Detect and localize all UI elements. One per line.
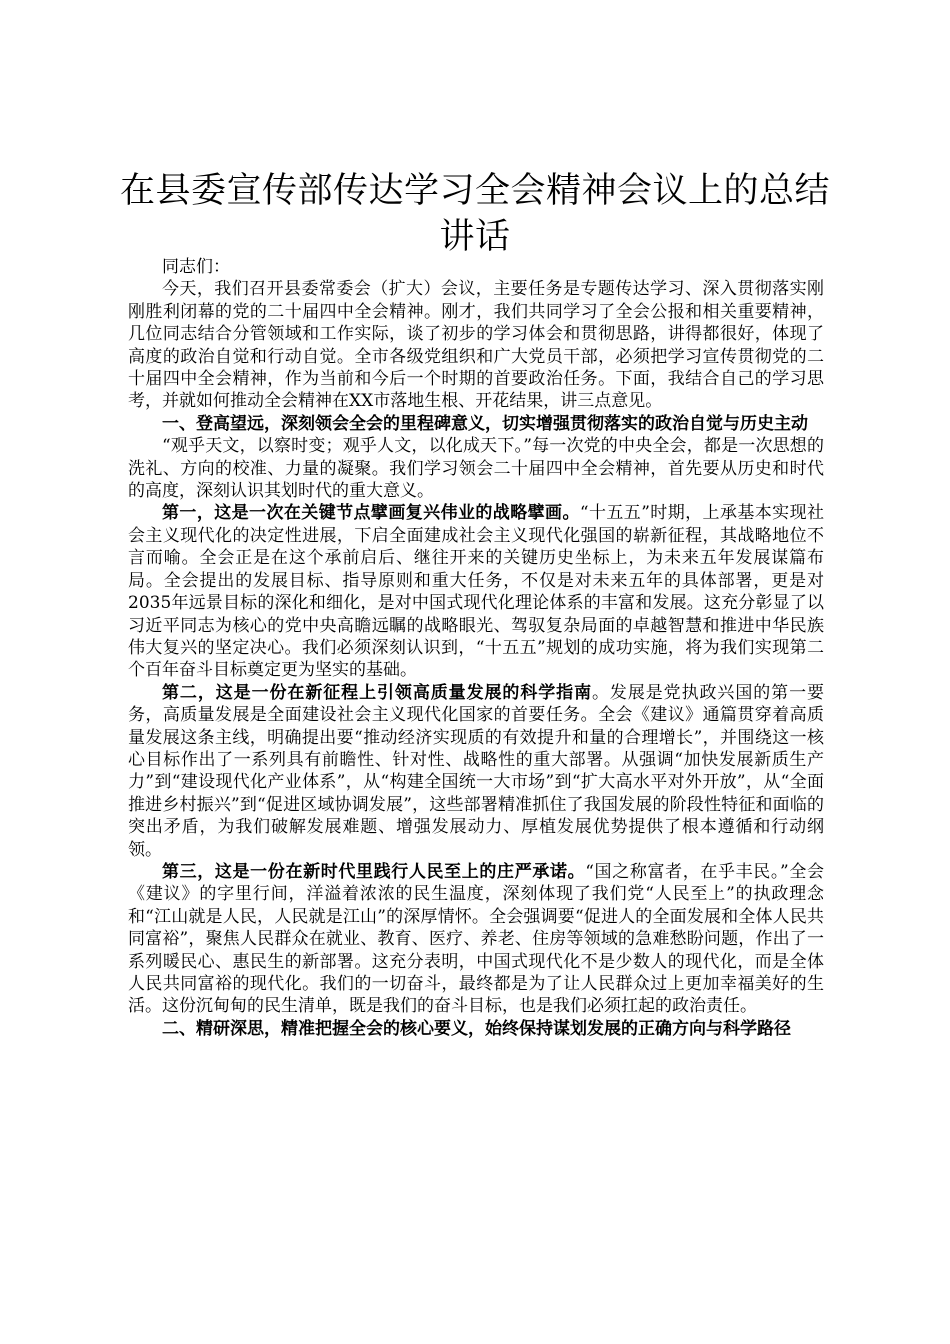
point-3-text: “国之称富者，在乎丰民。”全会《建议》的字里行间，洋溢着浓浓的民生温度，深刻体现了我们党“人民至上”的执政理念和“江山就是人民，人民就是江山”的深厚情怀。全会强调要“促进人的全面发展和全体人民共同富裕”，聚焦人民群众在就业、教育、医疗、养老、住房等领域的急难愁盼问题，作出了一系列暖民心、惠民生的新部署。这充分表明，中国式现代化不是少数人的现代化，而是全体人民共同富裕的现代化。我们的一切奋斗，最终都是为了让人民群众过上更加幸福美好的生活。这份沉甸甸的民生清单，既是我们的奋斗目标，也是我们必须扛起的政治责任。 bbox=[128, 861, 824, 1017]
point-2-text: 。发展是党执政兴国的第一要务，高质量发展是全面建设社会主义现代化国家的首要任务。全会《建议》通篇贯穿着高质量发展这条主线，明确提出要“推动经济实现质的有效提升和量的合理增长”，并围绕这一核心目标作出了一系列具有前瞻性、针对性、战略性的重大部署。从强调“加快发展新质生产力”到“建设现代化产业体系”，从“构建全国统一大市场”到“扩大高水平对外开放”，从“全面推进乡村振兴”到“促进区域协调发展”，这些部署精准抓住了我国发展的阶段性特征和面临的突出矛盾，为我们破解发展难题、增强发展动力、厚植发展优势提供了根本遵循和行动纲领。 bbox=[128, 682, 824, 860]
section-1-intro: “观乎天文，以察时变；观乎人文，以化成天下。”每一次党的中央全会，都是一次思想的洗礼、方向的校准、力量的凝聚。我们学习领会二十届四中全会精神，首先要从历史和时代的高度，深刻认识其划时代的重大意义。 bbox=[128, 436, 824, 502]
salutation: 同志们： bbox=[162, 257, 230, 277]
document-body bbox=[128, 256, 824, 1040]
section-1-heading: 一、登高望远，深刻领会全会的里程碑意义，切实增强贯彻落实的政治自觉与历史主动 bbox=[162, 413, 808, 434]
point-3-lead: 第三，这是一份在新时代里践行人民至上的庄严承诺。 bbox=[162, 861, 586, 882]
point-2-lead: 第二，这是一份在新征程上引领高质量发展的科学指南 bbox=[162, 682, 592, 703]
intro-paragraph: 今天，我们召开县委常委会（扩大）会议，主要任务是专题传达学习、深入贯彻落实刚刚胜利闭幕的党的二十届四中全会精神。刚才，我们共同学习了全会公报和相关重要精神，几位同志结合分管领域和工作实际，谈了初步的学习体会和贯彻思路，讲得都很好，体现了高度的政治自觉和行动自觉。全市各级党组织和广大党员干部，必须把学习宣传贯彻党的二十届四中全会精神，作为当前和今后一个时期的首要政治任务。下面，我结合自己的学习思考，并就如何推动全会精神在XX市落地生根、开花结果，讲三点意见。 bbox=[128, 279, 824, 412]
point-1-lead: 第一，这是一次在关键节点擘画复兴伟业的战略擘画。 bbox=[162, 503, 580, 524]
point-1-paragraph bbox=[128, 502, 824, 681]
document-title: 在县委宣传部传达学习全会精神会议上的总结讲话 bbox=[119, 171, 830, 257]
point-1-text: “十五五”时期，上承基本实现社会主义现代化的决定性进展，下启全面建成社会主义现代化强国的崭新征程，其战略地位不言而喻。全会正是在这个承前启后、继往开来的关键历史坐标上，为未来五年发展谋篇布局。全会提出的发展目标、指导原则和重大任务，不仅是对未来五年的具体部署，更是对2035年远景目标的深化和细化，是对中国式现代化理论体系的丰富和发展。这充分彰显了以习近平同志为核心的党中央高瞻远瞩的战略眼光、驾驭复杂局面的卓越智慧和推进中华民族伟大复兴的坚定决心。我们必须深刻认识到，“十五五”规划的成功实施，将为我们实现第二个百年奋斗目标奠定更为坚实的基础。 bbox=[128, 503, 824, 681]
point-3-paragraph bbox=[128, 861, 824, 1018]
point-2-paragraph bbox=[128, 682, 824, 861]
section-2-heading: 二、精研深思，精准把握全会的核心要义，始终保持谋划发展的正确方向与科学路径 bbox=[162, 1018, 791, 1039]
